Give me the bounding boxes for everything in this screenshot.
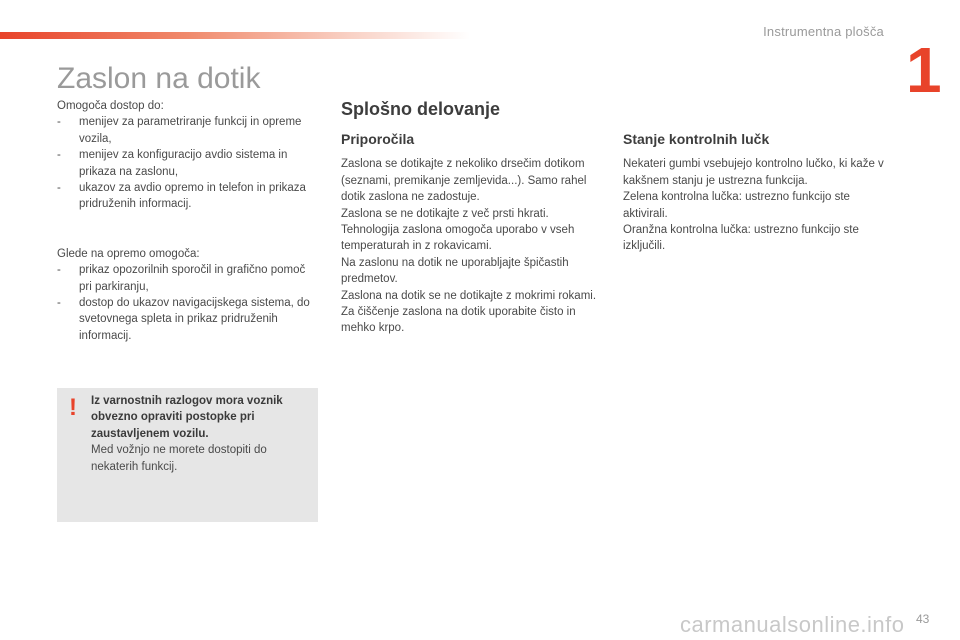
recommendations-column bbox=[341, 131, 599, 337]
recommendation-line: Zaslona se ne dotikajte z več prsti hkrati. bbox=[341, 207, 549, 220]
section-title: Instrumentna plošča bbox=[763, 24, 884, 39]
recommendation-line: Zaslona na dotik se ne dotikajte z mokrimi rokami. bbox=[341, 289, 597, 302]
warning-note: Med vožnjo ne morete dostopiti do nekaterih funkcij. bbox=[91, 444, 267, 473]
warning-box bbox=[57, 388, 318, 522]
exclamation-icon: ! bbox=[69, 394, 77, 421]
list-item: - menijev za konfiguracijo avdio sistema in prikaza na zaslonu, bbox=[57, 149, 288, 178]
indicators-column bbox=[623, 131, 885, 255]
intro-lead: Omogoča dostop do: bbox=[57, 100, 164, 112]
recommendation-line: Zaslona se dotikajte z nekoliko drsečim dotikom (seznami, premikanje zemljevida...). Samo rahel dotik zaslona ne zadostuje. bbox=[341, 158, 587, 204]
general-heading: Splošno delovanje bbox=[341, 99, 501, 119]
list-item: - dostop do ukazov navigacijskega sistema, do svetovnega spleta in prikaz pridruženih informacij. bbox=[57, 297, 310, 342]
recommendations-heading: Priporočila bbox=[341, 131, 415, 147]
list-item: - prikaz opozorilnih sporočil in grafično pomoč pri parkiranju, bbox=[57, 264, 306, 293]
equipment-block bbox=[57, 246, 317, 344]
header-accent-bar bbox=[0, 32, 470, 39]
warning-text bbox=[91, 393, 313, 475]
equipment-list bbox=[57, 262, 317, 344]
warning-bold-text: Iz varnostnih razlogov mora voznik obvezno opraviti postopke pri zaustavljenem vozilu. bbox=[91, 395, 283, 440]
intro-column bbox=[57, 98, 317, 344]
indicators-heading: Stanje kontrolnih lučk bbox=[623, 131, 770, 147]
indicator-line: Oranžna kontrolna lučka: ustrezno funkcijo ste izključili. bbox=[623, 224, 859, 253]
indicator-line: Zelena kontrolna lučka: ustrezno funkcijo ste aktivirali. bbox=[623, 191, 850, 220]
recommendation-line: Na zaslonu na dotik ne uporabljajte špičastih predmetov. bbox=[341, 256, 569, 286]
page-number: 43 bbox=[916, 612, 930, 626]
page-title: Zaslon na dotik bbox=[57, 62, 261, 95]
recommendation-line: Za čiščenje zaslona na dotik uporabite čisto in mehko krpo. bbox=[341, 306, 576, 335]
watermark: carmanualsonline.info bbox=[680, 612, 905, 637]
list-item: - menijev za parametriranje funkcij in opreme vozila, bbox=[57, 116, 302, 145]
chapter-number: 1 bbox=[906, 34, 940, 106]
indicator-line: Nekateri gumbi vsebujejo kontrolno lučko, ki kaže v kakšnem stanju je ustrezna funkcija. bbox=[623, 158, 884, 187]
intro-list bbox=[57, 114, 317, 212]
recommendation-line: Tehnologija zaslona omogoča uporabo v vseh temperaturah in z rokavicami. bbox=[341, 224, 575, 253]
equipment-lead: Glede na opremo omogoča: bbox=[57, 247, 200, 260]
list-item: - ukazov za avdio opremo in telefon in prikaza pridruženih informacij. bbox=[57, 182, 306, 211]
